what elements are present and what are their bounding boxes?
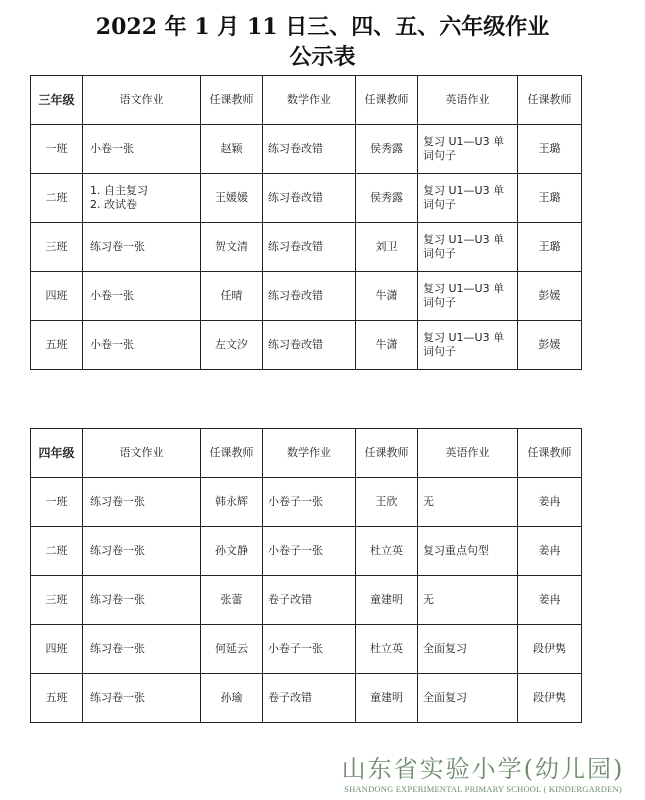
english-hw-cell: 复习 U1—U3 单词句子 [418, 321, 518, 370]
header-teacher: 任课教师 [518, 76, 582, 125]
chinese-hw-line: 练习卷一张 [90, 593, 145, 606]
class-cell: 五班 [31, 674, 83, 723]
chinese-hw-cell [83, 576, 201, 625]
chinese-teacher-cell: 张蕾 [201, 576, 263, 625]
class-cell: 二班 [31, 174, 83, 223]
math-teacher-cell: 杜立英 [356, 527, 418, 576]
english-hw-cell: 全面复习 [418, 674, 518, 723]
math-teacher-cell: 王欣 [356, 478, 418, 527]
class-cell: 三班 [31, 223, 83, 272]
chinese-hw-line: 1. 自主复习 [90, 184, 148, 197]
english-teacher-cell: 王璐 [518, 125, 582, 174]
chinese-teacher-cell: 任晴 [201, 272, 263, 321]
header-math-hw: 数学作业 [263, 429, 356, 478]
english-teacher-cell: 王璐 [518, 223, 582, 272]
chinese-hw-cell [83, 674, 201, 723]
chinese-teacher-cell: 孙瑜 [201, 674, 263, 723]
class-cell: 二班 [31, 527, 83, 576]
table-header-row [31, 76, 582, 125]
english-teacher-cell: 姜冉 [518, 478, 582, 527]
table-row [31, 674, 582, 723]
school-name-cn: 山东省实验小学(幼儿园) [341, 755, 625, 783]
header-teacher: 任课教师 [518, 429, 582, 478]
grade-label: 三年级 [31, 76, 83, 125]
school-watermark [333, 754, 633, 794]
class-cell: 四班 [31, 272, 83, 321]
chinese-hw-line: 2. 改试卷 [90, 198, 137, 211]
english-hw-cell: 全面复习 [418, 625, 518, 674]
math-hw-cell: 小卷子一张 [263, 625, 356, 674]
header-chinese-hw: 语文作业 [83, 76, 201, 125]
table-row [31, 478, 582, 527]
chinese-teacher-cell: 赵颖 [201, 125, 263, 174]
chinese-hw-cell [83, 125, 201, 174]
math-teacher-cell: 童建明 [356, 576, 418, 625]
chinese-hw-line: 练习卷一张 [90, 642, 145, 655]
chinese-teacher-cell: 左文汐 [201, 321, 263, 370]
header-math-hw: 数学作业 [263, 76, 356, 125]
header-english-hw: 英语作业 [418, 429, 518, 478]
chinese-hw-line: 练习卷一张 [90, 691, 145, 704]
grade3-table [30, 75, 582, 370]
table-row [31, 625, 582, 674]
chinese-teacher-cell: 何延云 [201, 625, 263, 674]
class-cell: 一班 [31, 478, 83, 527]
table-row [31, 174, 582, 223]
english-teacher-cell: 王璐 [518, 174, 582, 223]
grade4-table [30, 428, 582, 723]
chinese-hw-line: 练习卷一张 [90, 240, 145, 253]
english-hw-cell: 无 [418, 576, 518, 625]
english-hw-cell: 无 [418, 478, 518, 527]
math-teacher-cell: 刘卫 [356, 223, 418, 272]
chinese-hw-cell [83, 174, 201, 223]
chinese-hw-cell [83, 625, 201, 674]
page-title: 2022 年 1 月 11 日三、四、五、六年级作业 公示表 [95, 14, 550, 70]
class-cell: 五班 [31, 321, 83, 370]
table-row [31, 576, 582, 625]
table-row [31, 272, 582, 321]
math-hw-cell: 卷子改错 [263, 674, 356, 723]
math-hw-cell: 练习卷改错 [263, 174, 356, 223]
chinese-teacher-cell: 孙文静 [201, 527, 263, 576]
header-teacher: 任课教师 [201, 76, 263, 125]
chinese-hw-cell [83, 272, 201, 321]
header-teacher: 任课教师 [356, 429, 418, 478]
header-teacher: 任课教师 [201, 429, 263, 478]
chinese-hw-cell [83, 478, 201, 527]
english-teacher-cell: 彭媛 [518, 321, 582, 370]
english-teacher-cell: 姜冉 [518, 576, 582, 625]
table-header-row [31, 429, 582, 478]
english-hw-cell: 复习 U1—U3 单词句子 [418, 272, 518, 321]
grade-label: 四年级 [31, 429, 83, 478]
english-teacher-cell: 姜冉 [518, 527, 582, 576]
math-hw-cell: 小卷子一张 [263, 478, 356, 527]
chinese-hw-line: 小卷一张 [90, 289, 134, 302]
math-hw-cell: 练习卷改错 [263, 223, 356, 272]
table-row [31, 125, 582, 174]
table-row [31, 223, 582, 272]
chinese-hw-line: 小卷一张 [90, 338, 134, 351]
chinese-hw-cell [83, 527, 201, 576]
class-cell: 一班 [31, 125, 83, 174]
english-hw-cell: 复习 U1—U3 单词句子 [418, 125, 518, 174]
math-teacher-cell: 杜立英 [356, 625, 418, 674]
table-row [31, 527, 582, 576]
math-hw-cell: 练习卷改错 [263, 125, 356, 174]
english-teacher-cell: 段伊隽 [518, 674, 582, 723]
math-hw-cell: 卷子改错 [263, 576, 356, 625]
chinese-teacher-cell: 贺文清 [201, 223, 263, 272]
class-cell: 四班 [31, 625, 83, 674]
english-teacher-cell: 彭媛 [518, 272, 582, 321]
header-chinese-hw: 语文作业 [83, 429, 201, 478]
school-name-en: SHANDONG EXPERIMENTAL PRIMARY SCHOOL ( KINDERGARDEN) [344, 784, 622, 794]
chinese-teacher-cell: 王媛媛 [201, 174, 263, 223]
header-teacher: 任课教师 [356, 76, 418, 125]
chinese-teacher-cell: 韩永辉 [201, 478, 263, 527]
chinese-hw-line: 练习卷一张 [90, 544, 145, 557]
math-hw-cell: 练习卷改错 [263, 272, 356, 321]
math-teacher-cell: 童建明 [356, 674, 418, 723]
chinese-hw-line: 练习卷一张 [90, 495, 145, 508]
english-hw-cell: 复习 U1—U3 单词句子 [418, 223, 518, 272]
class-cell: 三班 [31, 576, 83, 625]
math-hw-cell: 练习卷改错 [263, 321, 356, 370]
math-teacher-cell: 牛潇 [356, 272, 418, 321]
math-teacher-cell: 牛潇 [356, 321, 418, 370]
english-teacher-cell: 段伊隽 [518, 625, 582, 674]
english-hw-cell: 复习 U1—U3 单词句子 [418, 174, 518, 223]
chinese-hw-cell [83, 223, 201, 272]
english-hw-cell: 复习重点句型 [418, 527, 518, 576]
math-hw-cell: 小卷子一张 [263, 527, 356, 576]
chinese-hw-cell [83, 321, 201, 370]
math-teacher-cell: 侯秀露 [356, 125, 418, 174]
chinese-hw-line: 小卷一张 [90, 142, 134, 155]
table-row [31, 321, 582, 370]
math-teacher-cell: 侯秀露 [356, 174, 418, 223]
header-english-hw: 英语作业 [418, 76, 518, 125]
